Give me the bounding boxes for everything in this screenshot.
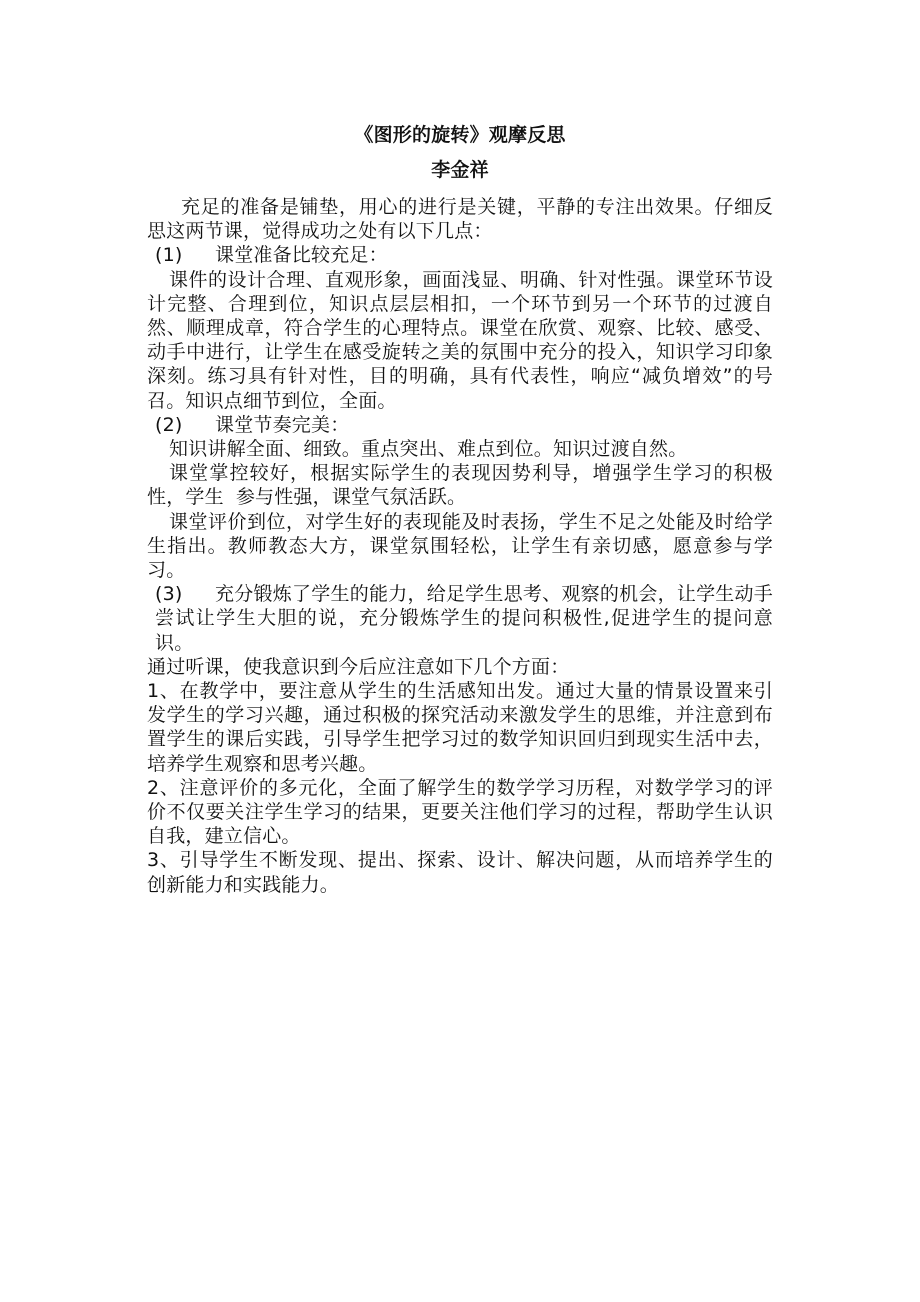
point-2-heading: 课堂节奏完美： [215, 413, 350, 436]
point-3-text: 充分锻炼了学生的能力，给足学生思考、观察的机会，让学生动手尝试让学生大胆的说，充分锻炼学生的提问积极性,促进学生的提问意识。 [155, 583, 773, 654]
list-item-3: 3、引导学生不断发现、提出、探索、设计、解决问题，从而培养学生的创新能力和实践能力。 [147, 849, 773, 896]
point-2-paragraph-2 [147, 461, 773, 509]
intro-paragraph: 充足的准备是铺垫，用心的进行是关键，平静的专注出效果。仔细反思这两节课，觉得成功之处有以下几点： [147, 196, 773, 243]
point-2-number: (2) [155, 413, 183, 436]
point-1-number: (1) [155, 244, 183, 267]
point-3-number: (3) [155, 583, 183, 606]
document-title: 《图形的旋转》观摩反思 [354, 124, 566, 146]
point-2-paragraph-1: 知识讲解全面、细致。重点突出、难点到位。知识过渡自然。 [169, 438, 688, 461]
point-2-paragraph-3: 课堂评价到位，对学生好的表现能及时表扬，学生不足之处能及时给学生指出。教师教态大方，课堂氛围轻松，让学生有亲切感，愿意参与学习。 [147, 510, 773, 582]
point-1-paragraph: 课件的设计合理、直观形象，画面浅显、明确、针对性强。课堂环节设计完整、合理到位，知识点层层相扣，一个环节到另一个环节的过渡自然、顺理成章，符合学生的心理特点。课堂在欣赏、观察、比较、感受、动手中进行，让学生在感受旋转之美的氛围中充分的投入，知识学习印象深刻。练习具有针对性，目的明确，具有代表性，响应“减负增效”的号召。知识点细节到位，全面。 [147, 268, 773, 412]
point-1-heading: 课堂准备比较充足： [215, 244, 388, 267]
point-2-paragraph-2-part-a: 课堂掌控较好，根据实际学生的表现因势利导，增强学生学习的积极性，学生 [147, 462, 773, 509]
list-item-1: 1、在教学中，要注意从学生的生活感知出发。通过大量的情景设置来引发学生的学习兴趣，通过积极的探究活动来激发学生的思维，并注意到布置学生的课后实践，引导学生把学习过的数学知识回归到现实生活中去，培养学生观察和思考兴趣。 [147, 680, 773, 775]
point-3-paragraph [147, 582, 773, 655]
document-author: 李金祥 [431, 159, 489, 181]
list-item-2: 2、注意评价的多元化，全面了解学生的数学学习历程，对数学学习的评价不仅要关注学生学习的结果，更要关注他们学习的过程，帮助学生认识自我，建立信心。 [147, 776, 773, 848]
point-2-paragraph-2-part-b: 参与性强，课堂气氛活跃。 [235, 486, 467, 509]
lead-paragraph: 通过听课，使我意识到今后应注意如下几个方面： [147, 655, 570, 678]
document-body [147, 118, 773, 897]
point-1-heading-line [147, 243, 773, 267]
point-2-heading-line [147, 413, 773, 437]
